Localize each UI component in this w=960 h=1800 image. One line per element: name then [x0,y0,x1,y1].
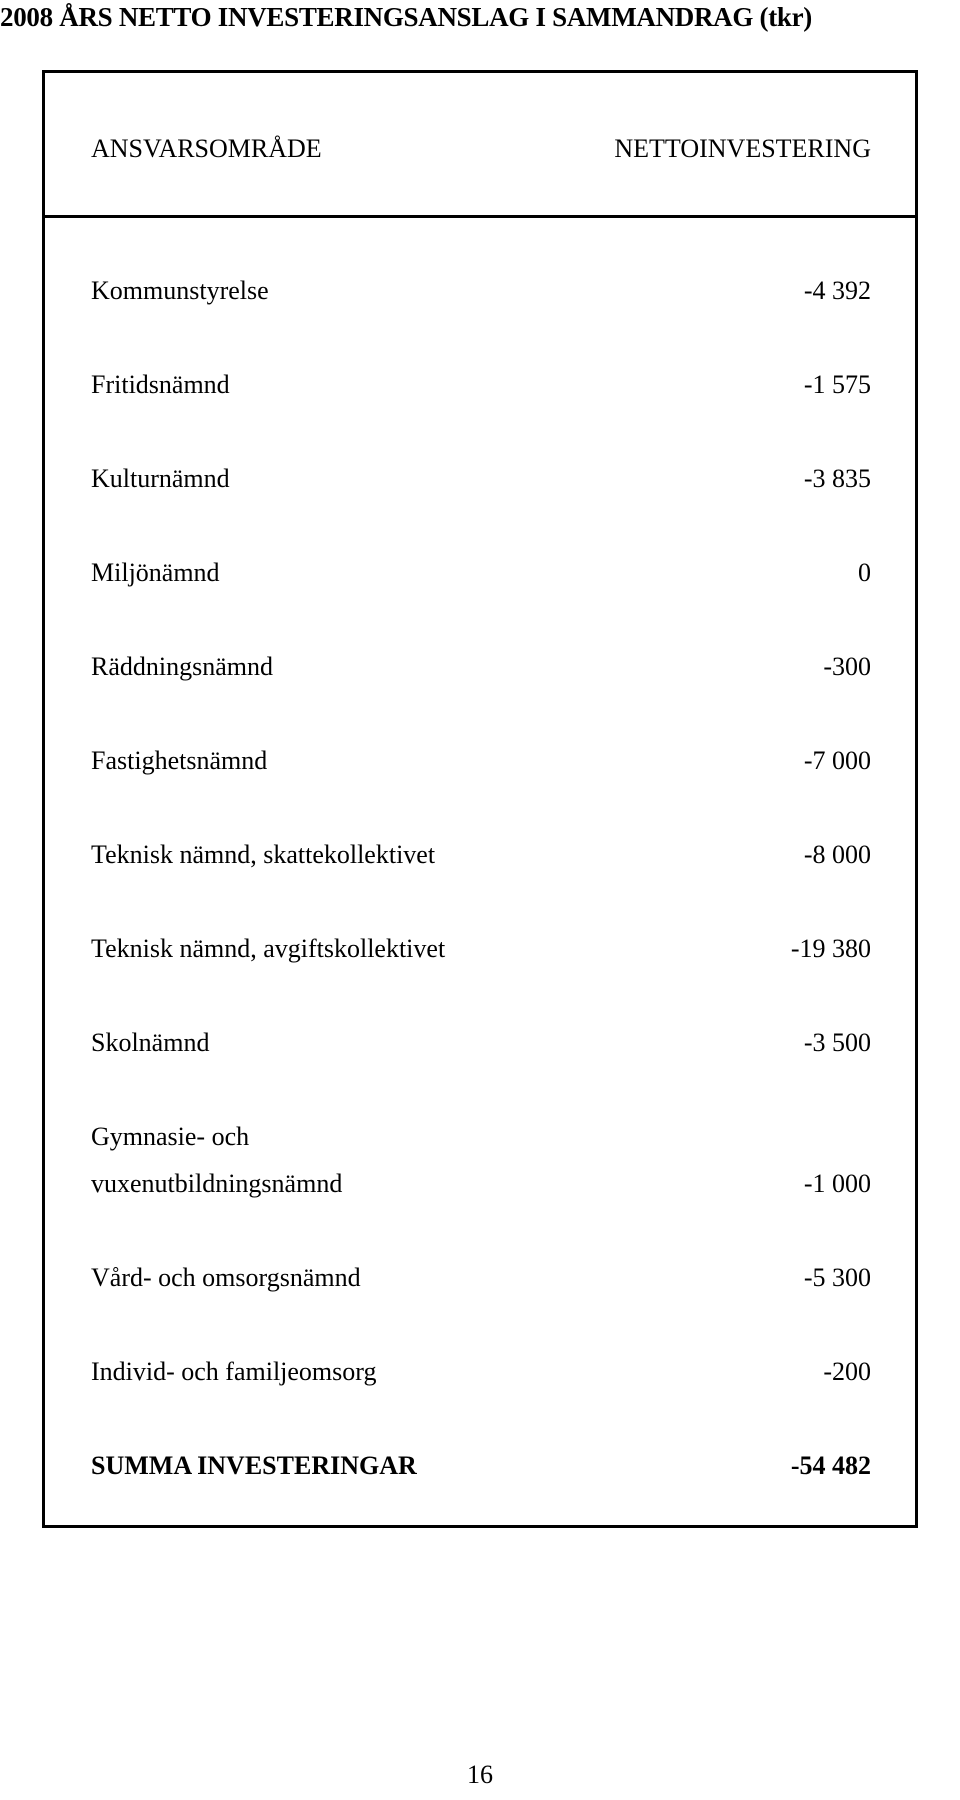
row-area-raddningsnamnd: Räddningsnämnd [91,652,273,681]
row-amount-kommunstyrelse: -4 392 [803,276,871,305]
total-amount: -54 482 [790,1451,871,1480]
row-amount-fastighetsnamnd: -7 000 [803,746,871,775]
row-area-fastighetsnamnd: Fastighetsnämnd [91,746,268,775]
row-amount-kulturnamnd: -3 835 [803,464,871,493]
row-area-gymnasie-line1: Gymnasie- och [91,1122,250,1151]
row-amount-teknisk-skatt: -8 000 [803,840,871,869]
investment-summary-table [42,70,918,1528]
row-area-individ-familj: Individ- och familjeomsorg [91,1357,377,1386]
header-divider [45,215,915,218]
row-amount-raddningsnamnd: -300 [823,652,871,681]
row-amount-miljonamnd: 0 [858,558,871,587]
row-area-gymnasie-line2: vuxenutbildningsnämnd [91,1169,343,1198]
row-area-fritidsnamnd: Fritidsnämnd [91,370,230,399]
row-amount-teknisk-avgift: -19 380 [790,934,871,963]
row-area-teknisk-skatt: Teknisk nämnd, skattekollektivet [91,840,436,869]
column-header-amount: NETTOINVESTERING [614,134,871,163]
page-number: 16 [467,1760,493,1789]
row-amount-fritidsnamnd: -1 575 [803,370,871,399]
row-area-skolnamnd: Skolnämnd [91,1028,210,1057]
total-label: SUMMA INVESTERINGAR [91,1451,417,1480]
row-area-teknisk-avgift: Teknisk nämnd, avgiftskollektivet [91,934,446,963]
row-amount-vard-omsorg: -5 300 [803,1263,871,1292]
row-amount-individ-familj: -200 [823,1357,871,1386]
row-area-miljonamnd: Miljönämnd [91,558,220,587]
row-area-vard-omsorg: Vård- och omsorgsnämnd [91,1263,361,1292]
page-title: 2008 ÅRS NETTO INVESTERINGSANSLAG I SAMMANDRAG (tkr) [0,2,813,32]
row-amount-skolnamnd: -3 500 [803,1028,871,1057]
row-amount-gymnasie: -1 000 [803,1169,871,1198]
row-area-kulturnamnd: Kulturnämnd [91,464,230,493]
row-area-kommunstyrelse: Kommunstyrelse [91,276,269,305]
column-header-area: ANSVARSOMRÅDE [91,134,322,163]
